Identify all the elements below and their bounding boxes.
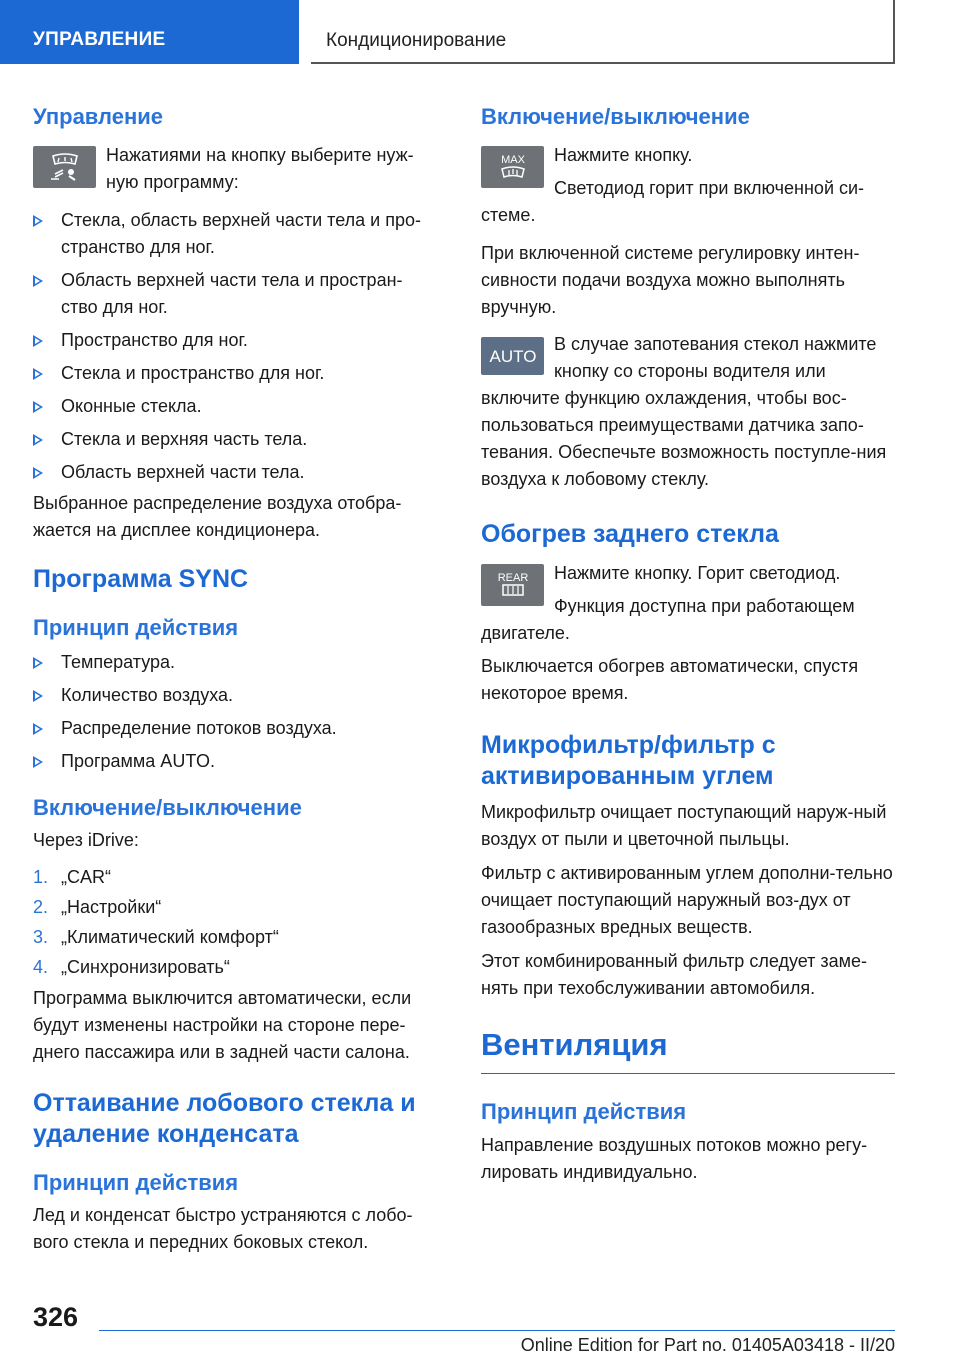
bullet-triangle-icon: [33, 723, 43, 735]
list-item: Стекла, область верхней части тела и про-странство для ног.: [33, 207, 435, 261]
section-tab: [0, 0, 299, 64]
filter-text2: Фильтр с активированным углем дополни-тельно очищает поступающий наружный воз-дух от газообразных вредных веществ.: [481, 863, 893, 937]
edition-note: Online Edition for Part no. 01405A03418 - II/20: [520, 1335, 895, 1355]
defrost-heading: Оттаивание лобового стекла и удаление конденсата: [33, 1089, 416, 1148]
onoff-text2: Светодиод горит при включенной си-стеме.: [481, 178, 865, 225]
onoff-intro: Через iDrive:: [33, 830, 139, 850]
bullet-triangle-icon: [33, 467, 43, 479]
rear-defrost-button-icon: [481, 564, 544, 606]
list-item: Оконные стекла.: [33, 393, 435, 420]
list-item: 2. „Настройки“: [33, 897, 162, 917]
list-item: Температура.: [33, 649, 435, 676]
bullet-triangle-icon: [33, 275, 43, 287]
svg-text:MAX: MAX: [500, 154, 525, 166]
rear-heading: Обогрев заднего стекла: [481, 520, 779, 548]
page-number: 326: [33, 1302, 79, 1332]
onoff-note: Программа выключится автоматически, если будут изменены настройки на стороне пере-днего пассажира или в задней части салона.: [33, 988, 412, 1062]
rear-text2: Функция доступна при работающем двигателе.: [481, 596, 855, 643]
principle-list: [33, 649, 435, 775]
max-block: [481, 142, 895, 229]
air-distribution-button-icon: [33, 146, 96, 188]
control-list: [33, 207, 435, 486]
bullet-triangle-icon: [33, 401, 43, 413]
filter-heading: Микрофильтр/фильтр с активированным углем: [481, 731, 776, 790]
bullet-triangle-icon: [33, 434, 43, 446]
filter-text3: Этот комбинированный фильтр следует заме-нять при техобслуживании автомобиля.: [481, 951, 868, 998]
control-text: Нажатиями на кнопку выберите нуж-ную программу:: [106, 145, 414, 192]
bullet-triangle-icon: [33, 657, 43, 669]
bullet-triangle-icon: [33, 215, 43, 227]
chapter-title: Кондиционирование: [326, 30, 507, 51]
bullet-triangle-icon: [33, 368, 43, 380]
auto-block: [481, 331, 895, 493]
steps-list: [33, 864, 435, 981]
control-block: [33, 142, 435, 196]
list-item: Пространство для ног.: [33, 327, 435, 354]
list-item: Стекла и пространство для ног.: [33, 360, 435, 387]
control-heading: Управление: [33, 104, 164, 129]
left-column: [33, 103, 435, 1256]
vent-text: Направление воздушных потоков можно регу-лировать индивидуально.: [481, 1135, 868, 1182]
rear-text1: Нажмите кнопку. Горит светодиод.: [554, 563, 841, 583]
onoff-text3: При включенной системе регулировку интен-сивности подачи воздуха можно выполнять вручную.: [481, 243, 860, 317]
onoff-heading: Включение/выключение: [481, 104, 750, 129]
svg-text:AUTO: AUTO: [489, 347, 536, 366]
list-item: 3. „Климатический комфорт“: [33, 927, 279, 947]
sync-heading: Программа SYNC: [33, 565, 249, 593]
control-note: Выбранное распределение воздуха отобра-жается на дисплее кондиционера.: [33, 493, 402, 540]
list-item: Область верхней части тела и простран-ство для ног.: [33, 267, 435, 321]
sync-principle-heading: Принцип действия: [33, 615, 239, 640]
defrost-text: Лед и конденсат быстро устраняются с лобо-вого стекла и передних боковых стекол.: [33, 1205, 413, 1252]
vent-heading: Вентиляция: [481, 1026, 895, 1074]
section-title: УПРАВЛЕНИЕ: [33, 29, 166, 50]
fog-text: В случае запотевания стекол нажмите кнопку со стороны водителя или включите функцию охлаждения, чтобы вос-пользоваться преимуществами датчика запо-тевания. Обеспечьте возможность поступле-ния воздуха к лобовому стеклу.: [481, 334, 887, 489]
list-item: 4. „Синхронизировать“: [33, 957, 230, 977]
chapter-tab: [311, 0, 895, 64]
onoff-text1: Нажмите кнопку.: [554, 145, 693, 165]
list-item: Программа AUTO.: [33, 748, 435, 775]
filter-text1: Микрофильтр очищает поступающий наруж-ный воздух от пыли и цветочной пыльцы.: [481, 802, 887, 849]
list-item: Стекла и верхняя часть тела.: [33, 426, 435, 453]
bullet-triangle-icon: [33, 756, 43, 768]
rear-text3: Выключается обогрев автоматически, спустя некоторое время.: [481, 656, 859, 703]
list-item: Область верхней части тела.: [33, 459, 435, 486]
list-item: Распределение потоков воздуха.: [33, 715, 435, 742]
bullet-triangle-icon: [33, 690, 43, 702]
list-item: Количество воздуха.: [33, 682, 435, 709]
rear-block: [481, 560, 895, 647]
list-item: 1. „CAR“: [33, 867, 111, 887]
svg-text:REAR: REAR: [497, 572, 528, 584]
auto-button-icon: [481, 337, 544, 375]
bullet-triangle-icon: [33, 335, 43, 347]
vent-principle-heading: Принцип действия: [481, 1099, 687, 1124]
defrost-principle-heading: Принцип действия: [33, 1170, 239, 1195]
max-defrost-button-icon: [481, 146, 544, 188]
footer-divider: [99, 1330, 895, 1331]
sync-onoff-heading: Включение/выключение: [33, 795, 302, 820]
right-column: [481, 103, 895, 1186]
